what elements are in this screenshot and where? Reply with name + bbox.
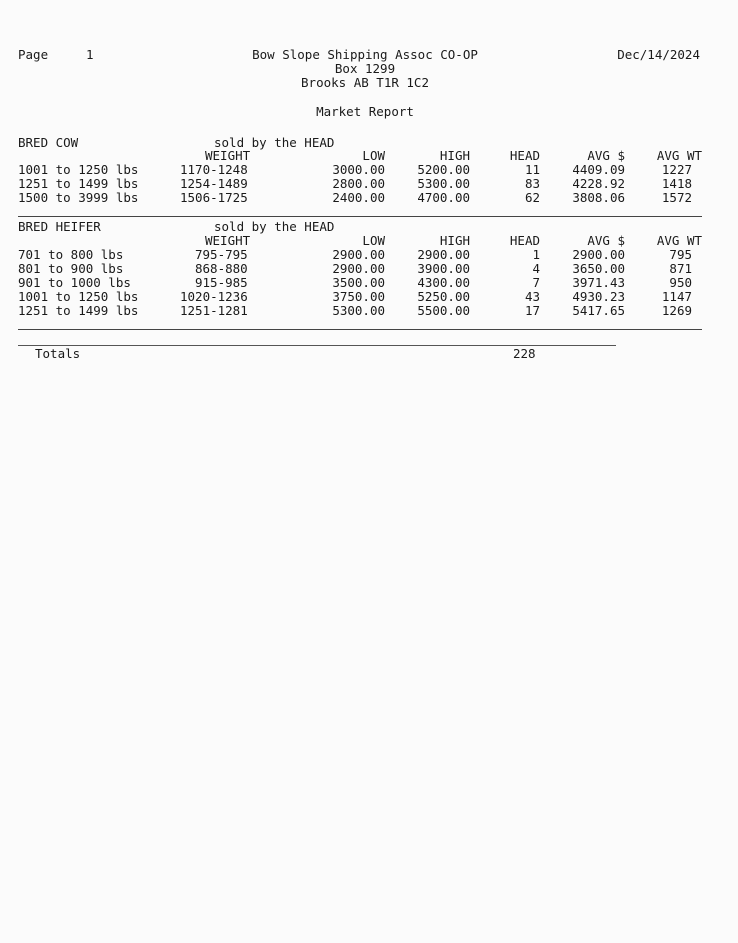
row-avg-wt: 1227 xyxy=(661,162,692,177)
row-range: 1251 to 1499 lbs xyxy=(18,176,139,191)
page-number: 1 xyxy=(86,47,94,62)
row-avg: 3808.06 xyxy=(572,190,625,205)
row-range: 1001 to 1250 lbs xyxy=(18,289,139,304)
row-avg: 4930.23 xyxy=(572,289,625,304)
row-low: 5300.00 xyxy=(332,303,385,318)
row-range: 901 to 1000 lbs xyxy=(18,275,131,290)
section-sold-by-bred-cow: sold by the HEAD xyxy=(214,135,335,150)
col-header-low: LOW xyxy=(362,233,385,248)
row-weight: 1506-1725 xyxy=(180,190,248,205)
row-head: 11 xyxy=(524,162,540,177)
row-avg: 5417.65 xyxy=(572,303,625,318)
row-avg-wt: 950 xyxy=(669,275,692,290)
row-head: 43 xyxy=(524,289,540,304)
row-low: 3500.00 xyxy=(332,275,385,290)
section-divider xyxy=(18,216,702,217)
row-weight: 1251-1281 xyxy=(180,303,248,318)
row-high: 4700.00 xyxy=(417,190,470,205)
col-header-head: HEAD xyxy=(509,148,540,163)
row-high: 5500.00 xyxy=(417,303,470,318)
row-high: 5300.00 xyxy=(417,176,470,191)
row-avg: 4228.92 xyxy=(572,176,625,191)
col-header-head: HEAD xyxy=(509,233,540,248)
row-range: 1251 to 1499 lbs xyxy=(18,303,139,318)
col-header-avg: AVG $ xyxy=(587,148,625,163)
row-head: 7 xyxy=(532,275,540,290)
row-avg-wt: 795 xyxy=(669,247,692,262)
row-range: 701 to 800 lbs xyxy=(18,247,124,262)
col-header-high: HIGH xyxy=(439,148,470,163)
col-header-weight: WEIGHT xyxy=(205,148,251,163)
row-low: 3750.00 xyxy=(332,289,385,304)
totals-label: Totals xyxy=(35,346,81,361)
row-head: 17 xyxy=(524,303,540,318)
col-header-weight: WEIGHT xyxy=(205,233,251,248)
row-range: 1500 to 3999 lbs xyxy=(18,190,139,205)
row-weight: 1020-1236 xyxy=(180,289,248,304)
row-avg-wt: 1147 xyxy=(661,289,692,304)
row-weight: 915-985 xyxy=(195,275,248,290)
row-avg: 4409.09 xyxy=(572,162,625,177)
section-sold-by-bred-heifer: sold by the HEAD xyxy=(214,219,335,234)
totals-head: 228 xyxy=(513,346,536,361)
report-date: Dec/14/2024 xyxy=(617,47,700,62)
row-low: 2900.00 xyxy=(332,261,385,276)
row-avg-wt: 1269 xyxy=(661,303,692,318)
section-title-bred-cow: BRED COW xyxy=(18,135,79,150)
company-box: Box 1299 xyxy=(334,61,396,76)
row-high: 2900.00 xyxy=(417,247,470,262)
row-head: 62 xyxy=(524,190,540,205)
company-city: Brooks AB T1R 1C2 xyxy=(301,75,429,90)
row-avg-wt: 1418 xyxy=(661,176,692,191)
row-head: 83 xyxy=(524,176,540,191)
row-low: 2800.00 xyxy=(332,176,385,191)
row-avg: 2900.00 xyxy=(572,247,625,262)
page-label: Page xyxy=(18,47,49,62)
row-weight: 1254-1489 xyxy=(180,176,248,191)
row-high: 4300.00 xyxy=(417,275,470,290)
row-range: 1001 to 1250 lbs xyxy=(18,162,139,177)
row-weight: 1170-1248 xyxy=(180,162,248,177)
row-avg-wt: 871 xyxy=(669,261,692,276)
col-header-low: LOW xyxy=(362,148,385,163)
row-avg-wt: 1572 xyxy=(661,190,692,205)
row-weight: 795-795 xyxy=(195,247,248,262)
col-header-avg: AVG $ xyxy=(587,233,625,248)
row-low: 2400.00 xyxy=(332,190,385,205)
row-weight: 868-880 xyxy=(195,261,248,276)
report-title: Market Report xyxy=(316,104,414,119)
row-high: 5250.00 xyxy=(417,289,470,304)
col-header-avg-wt: AVG WT xyxy=(656,233,702,248)
row-avg: 3650.00 xyxy=(572,261,625,276)
company-name: Bow Slope Shipping Assoc CO-OP xyxy=(252,47,478,62)
section-divider xyxy=(18,329,702,330)
row-head: 4 xyxy=(532,261,540,276)
section-title-bred-heifer: BRED HEIFER xyxy=(18,219,101,234)
row-high: 3900.00 xyxy=(417,261,470,276)
row-low: 2900.00 xyxy=(332,247,385,262)
col-header-high: HIGH xyxy=(439,233,470,248)
row-low: 3000.00 xyxy=(332,162,385,177)
row-high: 5200.00 xyxy=(417,162,470,177)
row-range: 801 to 900 lbs xyxy=(18,261,124,276)
col-header-avg-wt: AVG WT xyxy=(656,148,702,163)
row-head: 1 xyxy=(532,247,540,262)
row-avg: 3971.43 xyxy=(572,275,625,290)
